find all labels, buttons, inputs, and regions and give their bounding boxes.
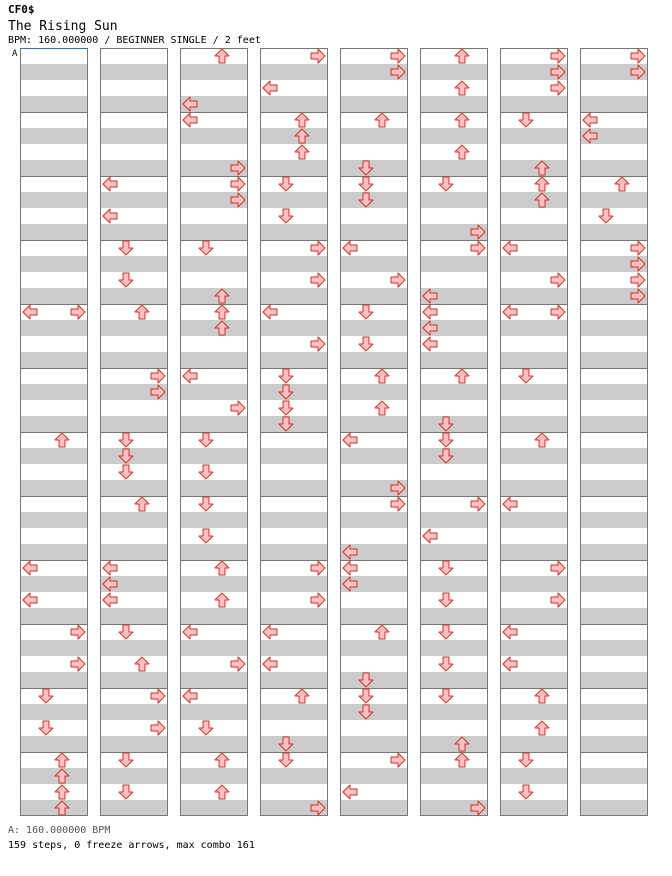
beat-band: [180, 320, 248, 336]
beat-band: [180, 352, 248, 368]
beat-band: [20, 384, 88, 400]
beat-band: [500, 512, 568, 528]
beat-band: [180, 704, 248, 720]
beat-band: [420, 416, 488, 432]
beat-band: [100, 736, 168, 752]
beat-band: [260, 768, 328, 784]
beat-band: [420, 544, 488, 560]
beat-band: [500, 96, 568, 112]
beat-band: [340, 512, 408, 528]
beat-band: [100, 160, 168, 176]
beat-band: [420, 192, 488, 208]
beat-band: [420, 256, 488, 272]
beat-band: [20, 416, 88, 432]
beat-band: [20, 448, 88, 464]
beat-band: [580, 512, 648, 528]
beat-band: [20, 64, 88, 80]
beat-band: [100, 416, 168, 432]
beat-band: [580, 160, 648, 176]
beat-band: [260, 288, 328, 304]
beat-band: [340, 96, 408, 112]
beat-band: [420, 160, 488, 176]
beat-band: [500, 576, 568, 592]
beat-band: [260, 448, 328, 464]
beat-band: [420, 96, 488, 112]
beat-band: [580, 640, 648, 656]
beat-band: [180, 416, 248, 432]
beat-band: [100, 512, 168, 528]
beat-band: [20, 256, 88, 272]
beat-band: [20, 672, 88, 688]
beat-band: [100, 288, 168, 304]
beat-band: [260, 672, 328, 688]
chart-stats: 159 steps, 0 freeze arrows, max combo 161: [8, 840, 255, 851]
beat-band: [340, 448, 408, 464]
beat-band: [100, 608, 168, 624]
beat-band: [180, 640, 248, 656]
beat-band: [580, 96, 648, 112]
beat-band: [260, 576, 328, 592]
beat-band: [420, 64, 488, 80]
beat-band: [580, 736, 648, 752]
beat-band: [20, 192, 88, 208]
beat-band: [500, 416, 568, 432]
beat-band: [580, 768, 648, 784]
beat-band: [420, 480, 488, 496]
beat-band: [420, 640, 488, 656]
beat-band: [20, 704, 88, 720]
chart-code: CF0$: [8, 3, 35, 16]
beat-band: [260, 480, 328, 496]
beat-band: [100, 64, 168, 80]
beat-band: [100, 544, 168, 560]
beat-band: [180, 608, 248, 624]
beat-band: [260, 544, 328, 560]
beat-band: [580, 448, 648, 464]
chart-info: BPM: 160.000000 / BEGINNER SINGLE / 2 feet: [8, 35, 261, 46]
beat-band: [260, 96, 328, 112]
beat-band: [340, 416, 408, 432]
beat-band: [340, 160, 408, 176]
beat-band: [340, 640, 408, 656]
beat-band: [180, 672, 248, 688]
beat-band: [340, 768, 408, 784]
beat-band: [500, 704, 568, 720]
beat-band: [100, 448, 168, 464]
beat-band: [340, 352, 408, 368]
chart-column-7: [500, 48, 568, 816]
beat-band: [500, 224, 568, 240]
beat-band: [260, 64, 328, 80]
beat-band: [180, 512, 248, 528]
beat-band: [20, 768, 88, 784]
beat-band: [20, 576, 88, 592]
beat-band: [500, 288, 568, 304]
beat-band: [500, 640, 568, 656]
beat-band: [500, 256, 568, 272]
beat-band: [500, 608, 568, 624]
beat-band: [580, 544, 648, 560]
beat-band: [500, 672, 568, 688]
beat-band: [580, 384, 648, 400]
beat-band: [340, 288, 408, 304]
beat-band: [500, 448, 568, 464]
beat-band: [100, 352, 168, 368]
beat-band: [580, 352, 648, 368]
beat-band: [180, 224, 248, 240]
beat-band: [100, 768, 168, 784]
beat-band: [20, 608, 88, 624]
beat-band: [420, 608, 488, 624]
beat-band: [580, 704, 648, 720]
beat-band: [580, 480, 648, 496]
beat-band: [20, 160, 88, 176]
beat-band: [500, 320, 568, 336]
beat-band: [500, 544, 568, 560]
beat-band: [260, 608, 328, 624]
beat-band: [260, 256, 328, 272]
beat-band: [420, 448, 488, 464]
beat-band: [180, 288, 248, 304]
song-title: The Rising Sun: [8, 19, 118, 34]
beat-band: [340, 224, 408, 240]
beat-band: [340, 320, 408, 336]
chart-column-4: [260, 48, 328, 816]
beat-band: [500, 128, 568, 144]
bpm-legend: A: 160.000000 BPM: [8, 825, 111, 836]
beat-band: [260, 736, 328, 752]
beat-band: [100, 640, 168, 656]
beat-band: [260, 640, 328, 656]
beat-band: [180, 736, 248, 752]
beat-band: [180, 576, 248, 592]
beat-band: [260, 128, 328, 144]
beat-band: [260, 512, 328, 528]
beat-band: [20, 352, 88, 368]
beat-band: [20, 736, 88, 752]
beat-band: [260, 352, 328, 368]
beat-band: [340, 672, 408, 688]
beat-band: [180, 480, 248, 496]
beat-band: [180, 384, 248, 400]
beat-band: [100, 192, 168, 208]
beat-band: [180, 800, 248, 816]
beat-band: [580, 224, 648, 240]
bpm-marker-label: A: [12, 49, 18, 59]
beat-band: [20, 800, 88, 816]
beat-band: [20, 544, 88, 560]
beat-band: [500, 192, 568, 208]
beat-band: [260, 384, 328, 400]
beat-band: [100, 704, 168, 720]
beat-band: [20, 512, 88, 528]
beat-band: [340, 384, 408, 400]
beat-band: [340, 736, 408, 752]
beat-band: [420, 352, 488, 368]
beat-band: [180, 256, 248, 272]
beat-band: [500, 480, 568, 496]
beat-band: [20, 96, 88, 112]
beat-band: [260, 416, 328, 432]
beat-band: [500, 768, 568, 784]
beat-band: [420, 672, 488, 688]
chart-column-6: [420, 48, 488, 816]
beat-band: [260, 192, 328, 208]
beat-band: [100, 256, 168, 272]
beat-band: [500, 384, 568, 400]
beat-band: [100, 224, 168, 240]
beat-band: [580, 672, 648, 688]
beat-band: [420, 384, 488, 400]
beat-band: [420, 768, 488, 784]
beat-band: [580, 800, 648, 816]
beat-band: [20, 288, 88, 304]
beat-band: [180, 128, 248, 144]
chart-column-5: [340, 48, 408, 816]
beat-band: [260, 160, 328, 176]
beat-band: [180, 768, 248, 784]
beat-band: [20, 128, 88, 144]
beat-band: [580, 320, 648, 336]
beat-band: [100, 672, 168, 688]
beat-band: [260, 224, 328, 240]
beat-band: [20, 224, 88, 240]
beat-band: [180, 544, 248, 560]
beat-band: [180, 64, 248, 80]
beat-band: [260, 704, 328, 720]
beat-band: [500, 160, 568, 176]
beat-band: [340, 704, 408, 720]
beat-band: [260, 320, 328, 336]
beat-band: [100, 128, 168, 144]
beat-band: [340, 608, 408, 624]
beat-band: [420, 704, 488, 720]
beat-band: [340, 256, 408, 272]
beat-band: [100, 96, 168, 112]
beat-band: [180, 448, 248, 464]
beat-band: [100, 320, 168, 336]
beat-band: [420, 128, 488, 144]
beat-band: [340, 128, 408, 144]
beat-band: [580, 192, 648, 208]
beat-band: [100, 800, 168, 816]
beat-band: [20, 480, 88, 496]
beat-band: [340, 800, 408, 816]
chart-column-8: [580, 48, 648, 816]
beat-band: [420, 576, 488, 592]
beat-band: [340, 192, 408, 208]
beat-band: [580, 608, 648, 624]
beat-band: [580, 576, 648, 592]
beat-band: [420, 512, 488, 528]
chart-column-1: [20, 48, 88, 816]
beat-band: [500, 736, 568, 752]
beat-band: [100, 480, 168, 496]
beat-band: [20, 640, 88, 656]
beat-band: [20, 320, 88, 336]
beat-band: [500, 800, 568, 816]
beat-band: [420, 736, 488, 752]
beat-band: [500, 352, 568, 368]
beat-band: [580, 416, 648, 432]
